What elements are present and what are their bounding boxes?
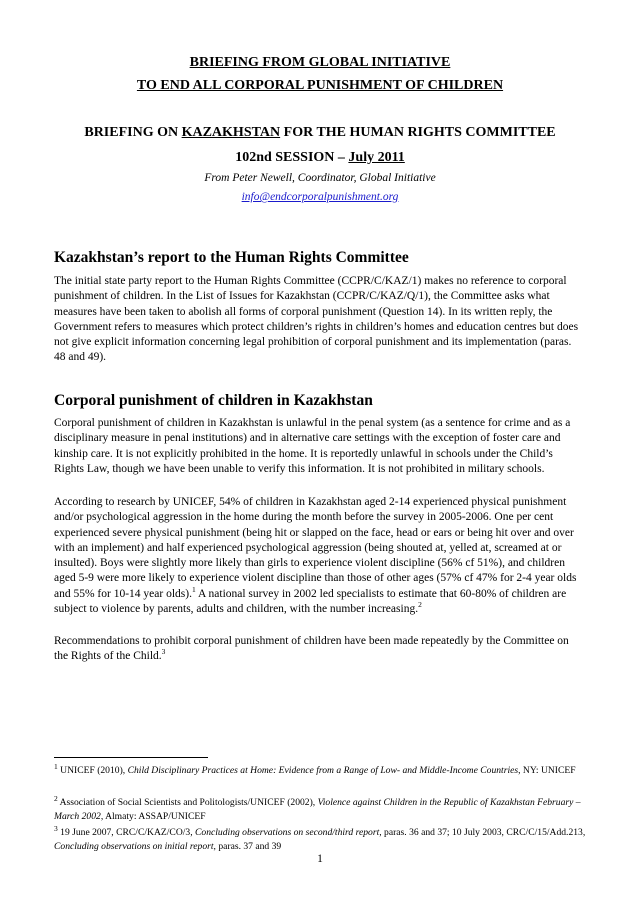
research-text: According to research by UNICEF, 54% of children in Kazakhstan aged 2-14 experienced physical punishment and/or psychological aggression in the home during the month before the survey in 2005-2006. One per cent experienced severe physical punishment (being hit or slapped on the face, head or ears or being hit over and over with an implement) and half experienced psychological aggression (being shouted at, yelled at, screamed at or insulted). Boys were slightly more likely than girls to experience violent discipline (56% cf 51%), and children aged 5-9 were more likely to experience violent discipline than those of other ages (57% cf 47% for 2-4 year olds and 55% for 10-14 year olds). [54,496,577,600]
section-heading-report: Kazakhstan’s report to the Human Rights Committee [54,249,409,266]
footnote-3 [54,823,594,853]
briefing-title-line1: BRIEFING FROM GLOBAL INITIATIVE [189,55,451,70]
legality-paragraph: Corporal punishment of children in Kazakhstan is unlawful in the penal system (as a sentence for crime and as a disciplinary measure in penal institutions) and in alternative care settings with the exception of foster care and kinship care. It is not explicitly prohibited in the home. It is reportedly unlawful in schools under the Child’s Rights Law, though we have been unable to verify this information. It is not prohibited in military schools. [54,417,571,475]
footnote-2-text: Association of Social Scientists and Politologists/UNICEF (2002), [57,797,318,808]
report-paragraph: The initial state party report to the Human Rights Committee (CCPR/C/KAZ/1) makes no reference to corporal punishment of children. In the List of Issues for Kazakhstan (CCPR/C/KAZ/Q/1), the Committee asks what measures have been taken to abolish all forms of corporal punishment (Question 14). In its written reply, the Government refers to measures which protect children’s rights in children’s homes and education centres but does not give explicit information concerning legal prohibition of corporal punishment and its implementation (paras. 48 and 49). [54,275,579,364]
footnote-3-mid: , paras. 36 and 37; 10 July 2003, CRC/C/15/Add.213, [379,827,586,838]
footnote-1-source: , NY: UNICEF [518,765,576,776]
footnote-1-title: Child Disciplinary Practices at Home: Evidence from a Range of Low- and Middle-Income Countries [127,765,519,776]
session-date: July 2011 [348,150,405,165]
footnote-3-end: , paras. 37 and 39 [213,840,282,852]
footnote-1 [54,761,594,778]
email-row [0,187,640,205]
recommendations-text: Recommendations to prohibit corporal punishment of children have been made repeatedly by the Committee on the Rights of the Child. [54,635,569,663]
footnote-2-title: Violence against Children in the Republic of Kazakhstan February – March 2002 [54,797,581,822]
email-link[interactable]: info@endcorporalpunishment.org [241,191,399,203]
footnote-ref-1[interactable]: 1 [191,584,196,594]
research-paragraph [54,495,585,617]
section-heading-corporal-punishment: Corporal punishment of children in Kazakhstan [54,392,373,409]
footnote-2-source: , Almaty: ASSAP/UNICEF [100,810,206,822]
footnote-1-number: 1 [54,761,58,771]
recommendations-paragraph [54,634,585,665]
footnote-3-title: Concluding observations on second/third report [195,827,380,838]
page-number: 1 [317,853,323,865]
session-line [0,150,640,166]
briefing-title-line2: TO END ALL CORPORAL PUNISHMENT OF CHILDREN [136,78,504,93]
footnote-separator [54,757,208,758]
briefing-subtitle [0,125,640,141]
footnote-3-title2: Concluding observations on initial report [54,840,214,852]
subtitle-prefix: BRIEFING ON [84,125,182,140]
session-prefix: 102nd SESSION – [235,150,349,165]
subtitle-suffix: FOR THE HUMAN RIGHTS COMMITTEE [280,125,556,140]
footnote-3-number: 3 [54,823,58,833]
footnote-ref-2[interactable]: 2 [418,600,422,610]
footnote-1-text: UNICEF (2010), [57,765,128,776]
footnote-2-number: 2 [54,793,58,803]
footnote-3-text: 19 June 2007, CRC/C/KAZ/CO/3, [57,827,196,838]
survey-text: A national survey in 2002 led specialists to estimate that 60-80% of children are subject to violence by parents, adults and children, with the number increasing. [54,587,567,616]
author-line: From Peter Newell, Coordinator, Global Initiative [204,172,436,184]
country-name: KAZAKHSTAN [181,125,281,140]
footnote-2 [54,793,594,823]
footnote-ref-3[interactable]: 3 [161,647,166,657]
